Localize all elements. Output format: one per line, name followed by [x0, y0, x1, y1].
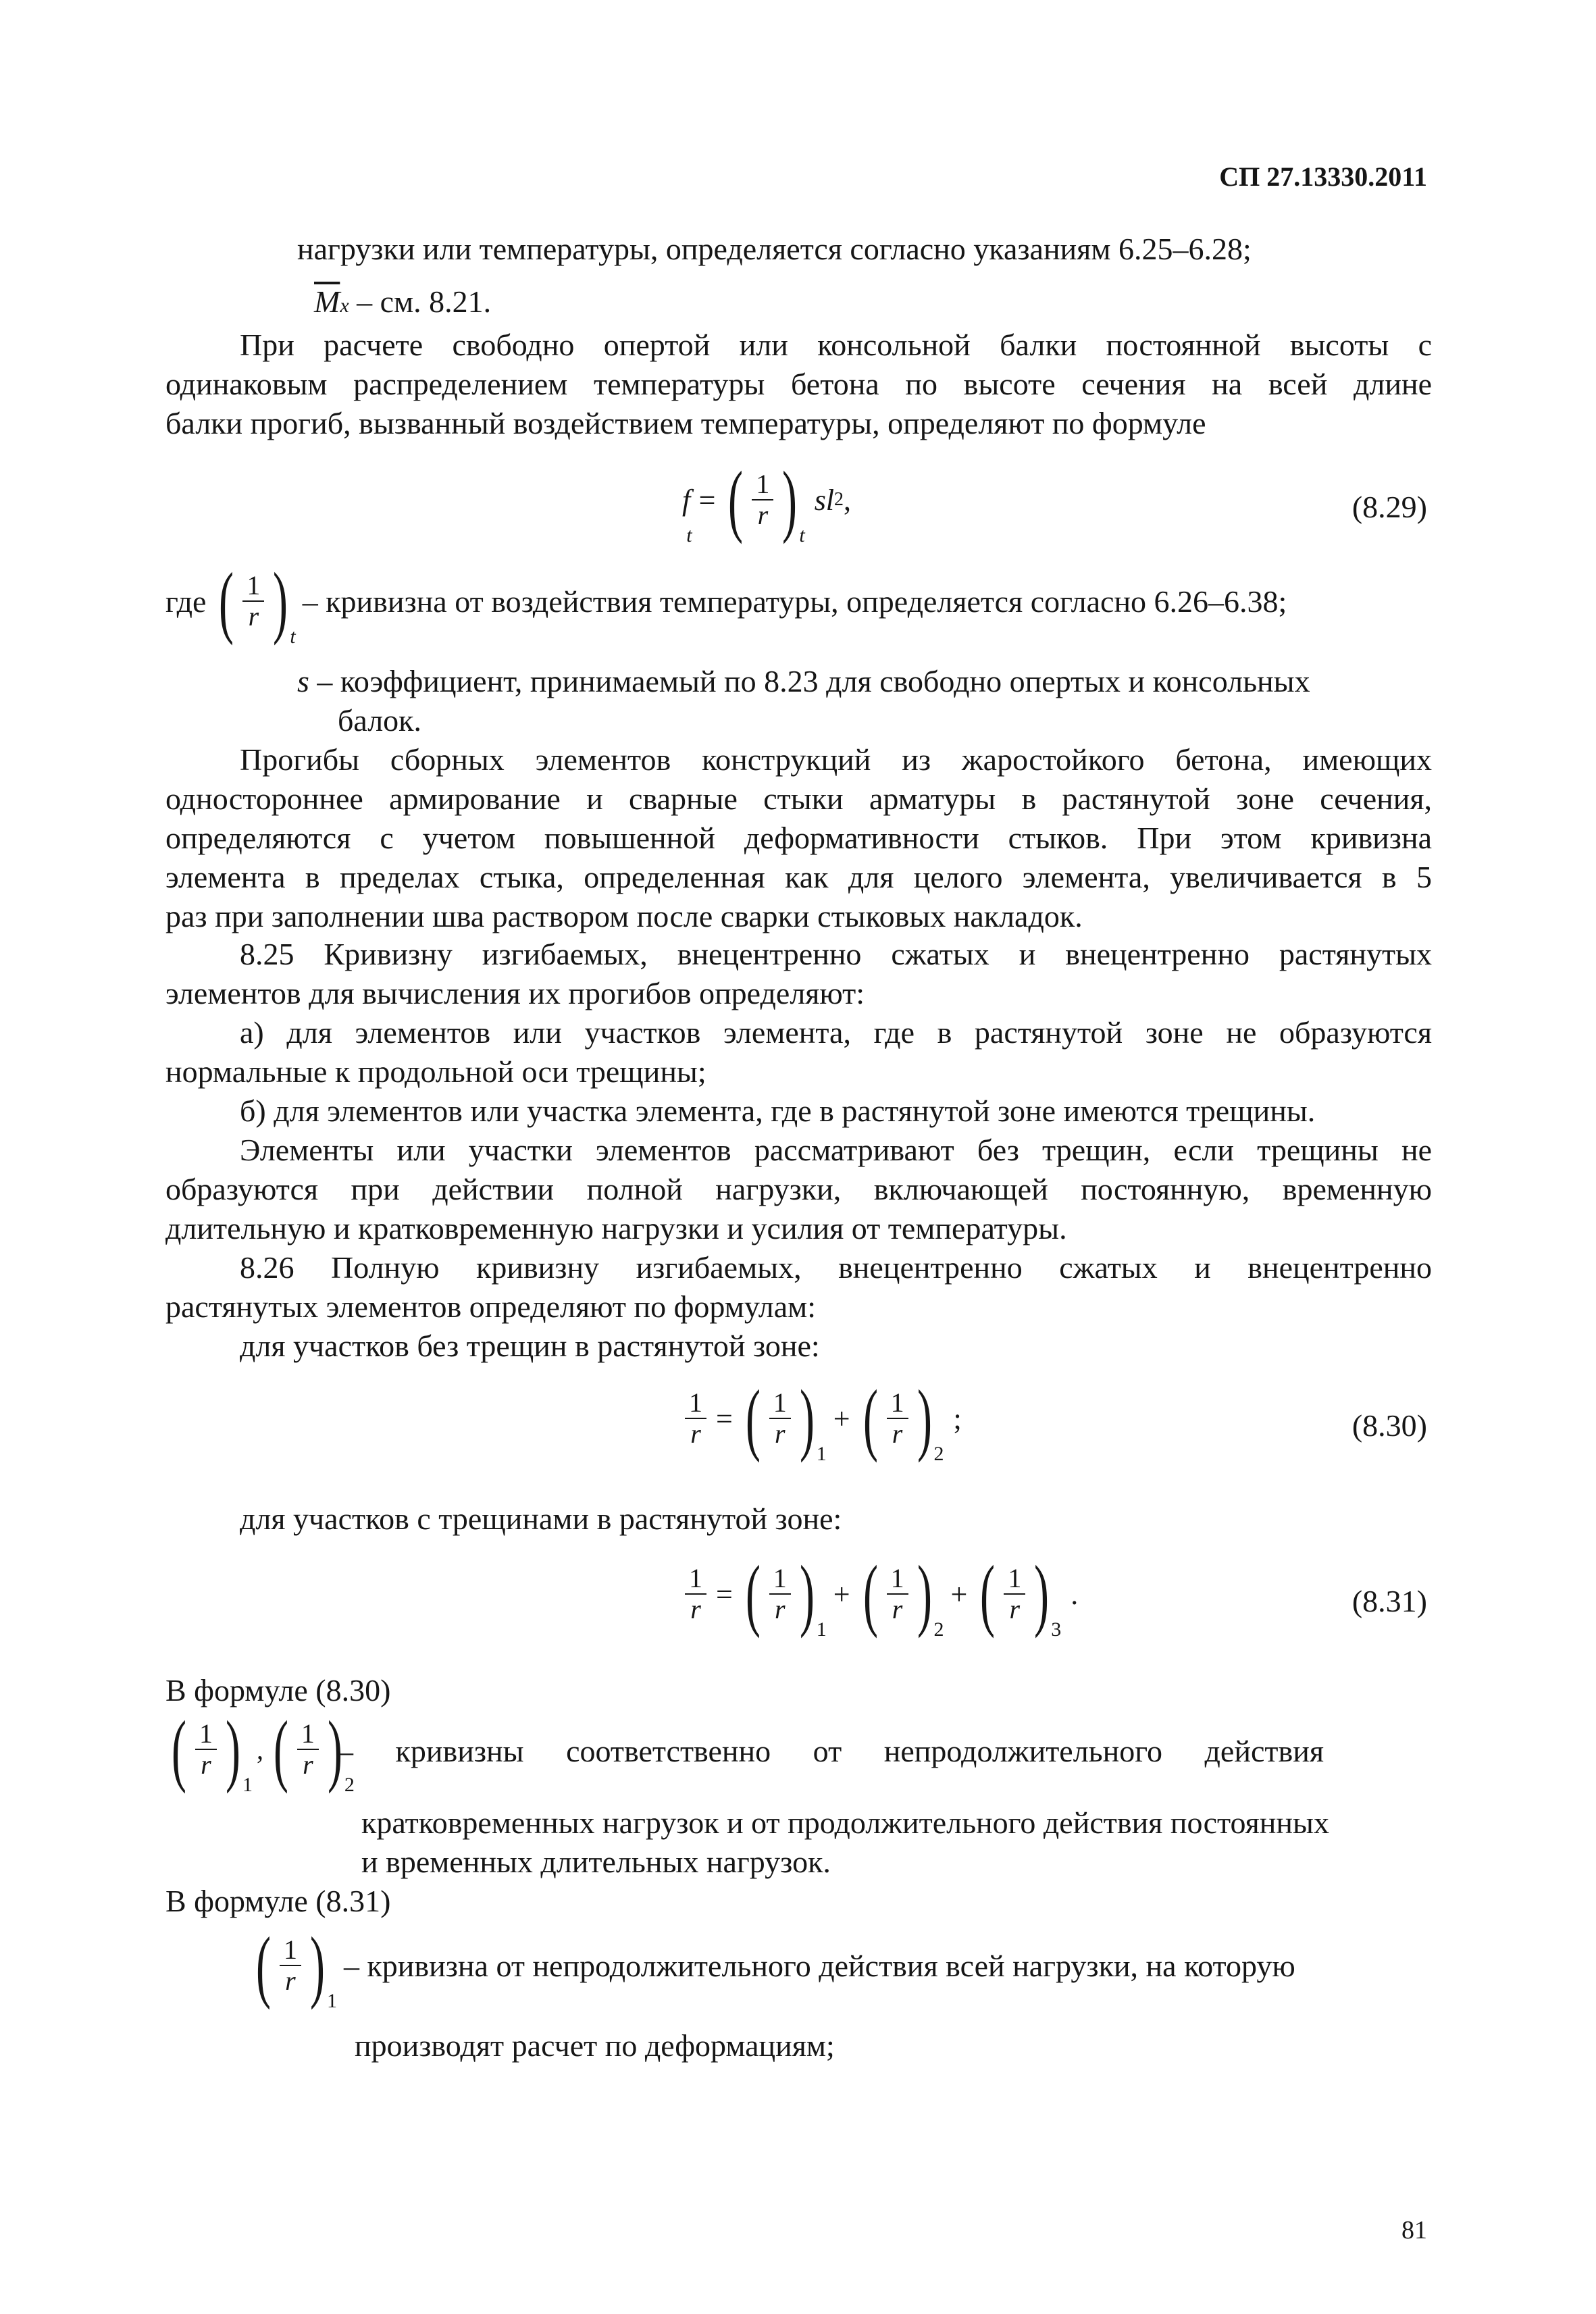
eq830-lhs-den: r: [690, 1418, 701, 1449]
mx-reference: [314, 282, 491, 325]
formula-8-29: [682, 455, 852, 546]
para2-line2: одностороннее армирование и сварные стыки арматуры в растянутой зоне сечения,: [165, 781, 1432, 816]
eq831-lhs-den: r: [690, 1594, 701, 1624]
eq829-curvature: ( $\frac{1}{r}$ ) t: [728, 455, 805, 546]
para3-line3: длительную и кратковременную нагрузки и усилия от температуры.: [165, 1211, 1067, 1245]
eq829-tail: sl: [814, 483, 835, 517]
formula-8-30: [682, 1373, 962, 1465]
where-num: 1: [242, 571, 264, 602]
where-curvature-definition: [165, 556, 1287, 648]
def831-line1: – кривизна от непродолжительного действия всей нагрузки, на которую: [343, 1948, 1295, 1983]
para1-line2: одинаковым распределением температуры бетона по высоте сечения на всей длине: [165, 367, 1432, 401]
eq830-plus: +: [833, 1402, 850, 1435]
equation-number-8-30: (8.30): [1352, 1408, 1427, 1443]
item-a-line1: а) для элементов или участков элемента, где в растянутой зоне не образуются: [240, 1015, 1432, 1050]
def-8-30-curvatures: ( $\frac{1}{r}$ ) 1 , ( $\frac{1}{r}$ ) 2: [171, 1704, 355, 1796]
s-definition-line2: балок.: [338, 703, 422, 738]
mx-text: – см. 8.21.: [357, 284, 492, 319]
eq830-end: ;: [953, 1402, 962, 1435]
equation-number-8-31: (8.31): [1352, 1584, 1427, 1618]
eq830-equals: =: [716, 1402, 733, 1435]
def831-line2: производят расчет по деформациям;: [355, 2028, 835, 2063]
eq831-lhs-num: 1: [685, 1564, 706, 1595]
eq831-term1: ( $\frac{1}{r}$ ) 1: [745, 1549, 827, 1641]
eq829-comma: ,: [844, 483, 852, 517]
eq830-term1: ( $\frac{1}{r}$ ) 1: [745, 1373, 827, 1465]
para2-line1: Прогибы сборных элементов конструкций из жаростойкого бетона, имеющих: [240, 742, 1432, 777]
para1-line1: При расчете свободно опертой или консольной балки постоянной высоты с: [240, 328, 1432, 362]
item-b: б) для элементов или участка элемента, где в растянутой зоне имеются трещины.: [240, 1094, 1316, 1128]
eq830-lhs-num: 1: [685, 1388, 706, 1419]
eq829-lhs: f: [682, 483, 691, 517]
where-sub: t: [290, 625, 296, 648]
item-a-line2: нормальные к продольной оси трещины;: [165, 1054, 706, 1089]
def830-line2: кратковременных нагрузок и от продолжительного действия постоянных: [361, 1805, 1329, 1840]
para826-line2: растянутых элементов определяют по формулам:: [165, 1289, 817, 1324]
eq829-den: r: [757, 500, 769, 530]
document-code-header: СП 27.13330.2011: [1219, 161, 1427, 192]
def830-line1: – кривизны соответственно от непродолжительного действия: [338, 1734, 1324, 1768]
eq829-sub: t: [799, 524, 805, 546]
para3-line2: образуются при действии полной нагрузки, включающей постоянную, временную: [165, 1172, 1432, 1206]
with-cracks-heading: для участков с трещинами в растянутой зоне:: [240, 1501, 842, 1536]
where-curvature: ( $\frac{1}{r}$ ) t: [219, 556, 296, 648]
para2-line3: определяются с учетом повышенной деформативности стыков. При этом кривизна: [165, 821, 1432, 855]
page-number: 81: [1401, 2216, 1427, 2244]
eq829-equals: =: [698, 483, 716, 517]
where-text: – кривизна от воздействия температуры, определяется согласно 6.26–6.38;: [302, 584, 1287, 619]
no-cracks-heading: для участков без трещин в растянутой зоне:: [240, 1329, 820, 1363]
eq831-equals: =: [716, 1577, 733, 1611]
para826-line1: 8.26 Полную кривизну изгибаемых, внецентренно сжатых и внецентренно: [240, 1250, 1432, 1285]
def830-line3: и временных длительных нагрузок.: [361, 1845, 831, 1879]
para825-line2: элементов для вычисления их прогибов определяют:: [165, 976, 865, 1010]
para2-line4: элемента в пределах стыка, определенная как для целого элемента, увеличивается в 5: [165, 860, 1432, 894]
para2-line5: раз при заполнении шва раствором после сварки стыковых накладок.: [165, 899, 1083, 933]
mx-symbol: $\overline{M}$: [314, 284, 340, 319]
eq831-term2: ( $\frac{1}{r}$ ) 2: [863, 1549, 944, 1641]
mx-subscript: x: [340, 294, 349, 317]
where-den: r: [248, 601, 259, 632]
eq831-term3: ( $\frac{1}{r}$ ) 3: [980, 1549, 1062, 1641]
in-formula-8-30: В формуле (8.30): [165, 1673, 391, 1707]
equation-number-8-29: (8.29): [1352, 490, 1427, 524]
continuation-line: нагрузки или температуры, определяется согласно указаниям 6.25–6.28;: [297, 232, 1252, 266]
para825-line1: 8.25 Кривизну изгибаемых, внецентренно сжатых и внецентренно растянутых: [240, 937, 1432, 971]
s-text: – коэффициент, принимаемый по 8.23 для свободно опертых и консольных: [317, 664, 1310, 698]
in-formula-8-31: В формуле (8.31): [165, 1884, 391, 1918]
eq829-lhs-sub: t: [686, 524, 692, 546]
para1-line3: балки прогиб, вызванный воздействием температуры, определяют по формуле: [165, 406, 1206, 440]
def-8-31-curvature: ( $\frac{1}{r}$ ) 1 – кривизна от непродолжительного действия всей нагрузки, на которую: [255, 1920, 1295, 2012]
para3-line1: Элементы или участки элементов рассматривают без трещин, если трещины не: [240, 1133, 1432, 1167]
formula-8-31: $\frac{1}{r}$ = ( $\frac{1}{r}$ ) 1 + ( $\frac{1}{r}$ ) 2 + ( $\frac{1}{r}$ ) 3 .: [682, 1553, 1078, 1635]
eq829-sup: 2: [834, 489, 844, 510]
eq829-num: 1: [752, 469, 773, 500]
where-word: где: [165, 584, 207, 619]
eq830-term2: ( $\frac{1}{r}$ ) 2: [863, 1373, 944, 1465]
eq831-end: .: [1071, 1577, 1079, 1611]
s-symbol: s: [297, 664, 309, 698]
s-definition-line1: [297, 662, 1310, 700]
